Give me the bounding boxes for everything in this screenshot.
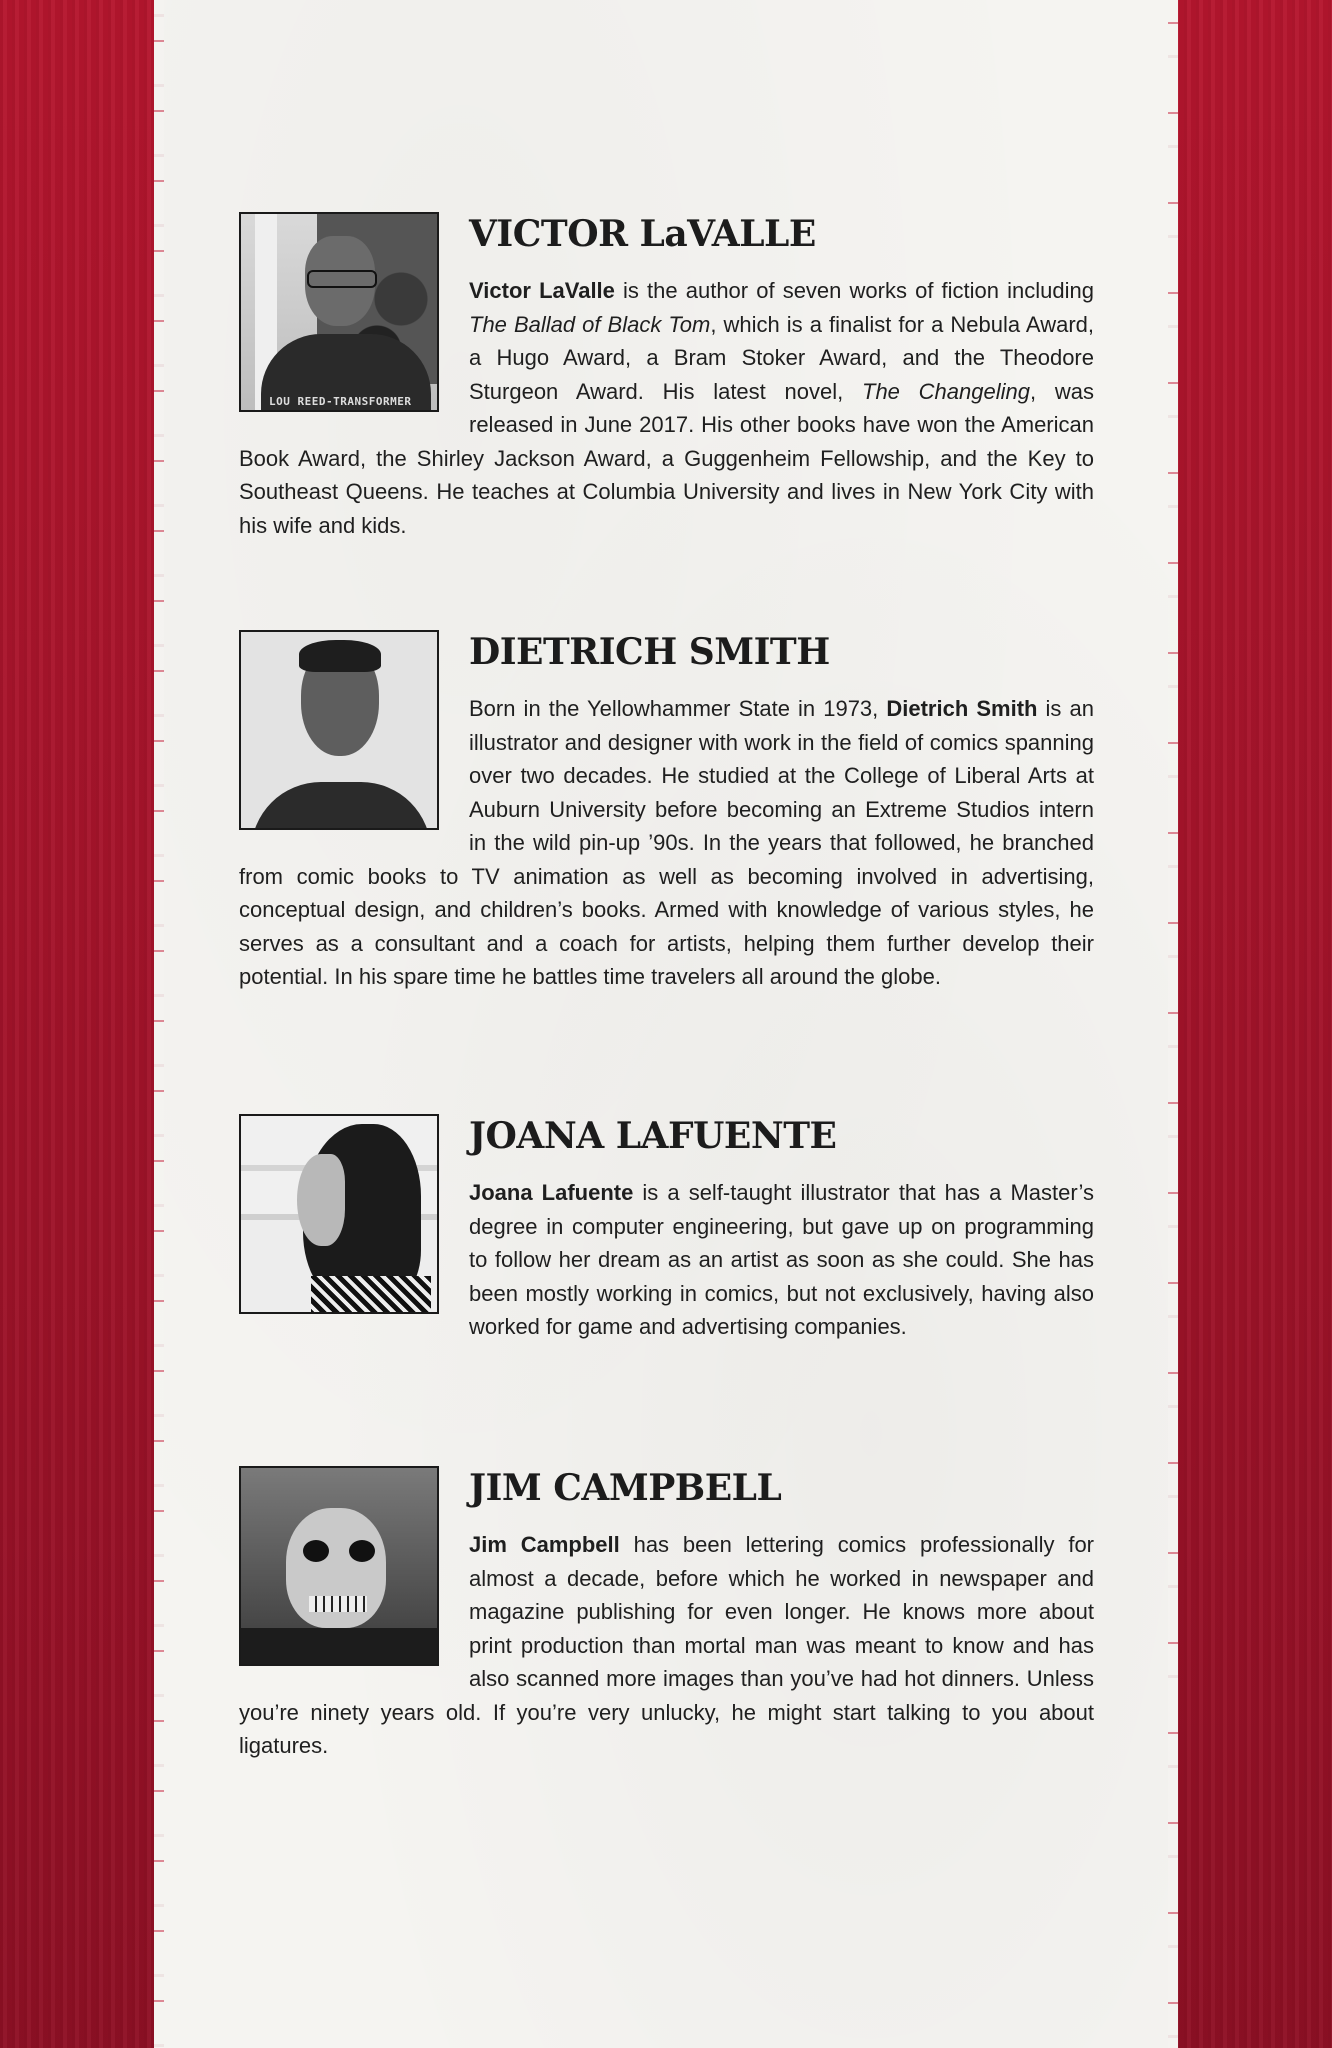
bio-text: Victor LaValle is the author of seven works of fiction including The Ballad of Black Tom, which is a finalist for a Nebula Award, a Hugo Award, a Bram Stoker Award, and the Theodore Sturgeon Award. His latest novel, The Changeling, was released in June 2017. His other books have won the American Book Award, the Shirley Jackson Award, a Guggenheim Fellowship, and the Key to Southeast Queens. He teaches at Columbia University and lives in New York City with his wife and kids. <box>239 278 1094 538</box>
paper-right-edge <box>1168 0 1178 2048</box>
bio-jim-campbell <box>239 1466 1094 1763</box>
photo-joana-lafuente <box>239 1114 439 1314</box>
photo-victor-lavalle <box>239 212 439 412</box>
left-red-border <box>0 0 160 2048</box>
shirt-text: LOU REED-TRANSFORMER <box>269 395 412 408</box>
bio-dietrich-smith <box>239 630 1094 994</box>
photo-dietrich-smith <box>239 630 439 830</box>
bio-name: JOANA LAFUENTE <box>469 1115 837 1157</box>
bio-victor-lavalle <box>239 212 1094 542</box>
paper-left-edge <box>154 0 164 2048</box>
bio-name: DIETRICH SMITH <box>469 631 830 673</box>
photo-jim-campbell <box>239 1466 439 1666</box>
right-red-border <box>1172 0 1332 2048</box>
bio-text: Born in the Yellowhammer State in 1973, Dietrich Smith is an illustrator and designer with work in the field of comics spanning over two decades. He studied at the College of Liberal Arts at Auburn University before becoming an Extreme Studios intern in the wild pin-up ’90s. In the years that followed, he branched from comic books to TV animation as well as becoming involved in advertising, conceptual design, and children’s books. Armed with knowledge of various styles, he serves as a consultant and a coach for artists, helping them further develop their potential. In his spare time he battles time travelers all around the globe. <box>239 696 1094 989</box>
bio-name: JIM CAMPBELL <box>469 1467 782 1509</box>
bio-text: Joana Lafuente is a self-taught illustrator that has a Master’s degree in computer engineering, but gave up on programming to follow her dream as an artist as soon as she could. She has been mostly working in comics, but not exclusively, having also worked for game and advertising companies. <box>469 1180 1094 1339</box>
bio-joana-lafuente <box>239 1114 1094 1344</box>
bio-text: Jim Campbell has been lettering comics professionally for almost a decade, before which he worked in newspaper and magazine publishing for even longer. He knows more about print production than mortal man was meant to know and has also scanned more images than you’ve had hot dinners. Unless you’re ninety years old. If you’re very unlucky, he might start talking to you about ligatures. <box>239 1532 1095 1758</box>
bio-name: VICTOR LaVALLE <box>469 213 816 255</box>
